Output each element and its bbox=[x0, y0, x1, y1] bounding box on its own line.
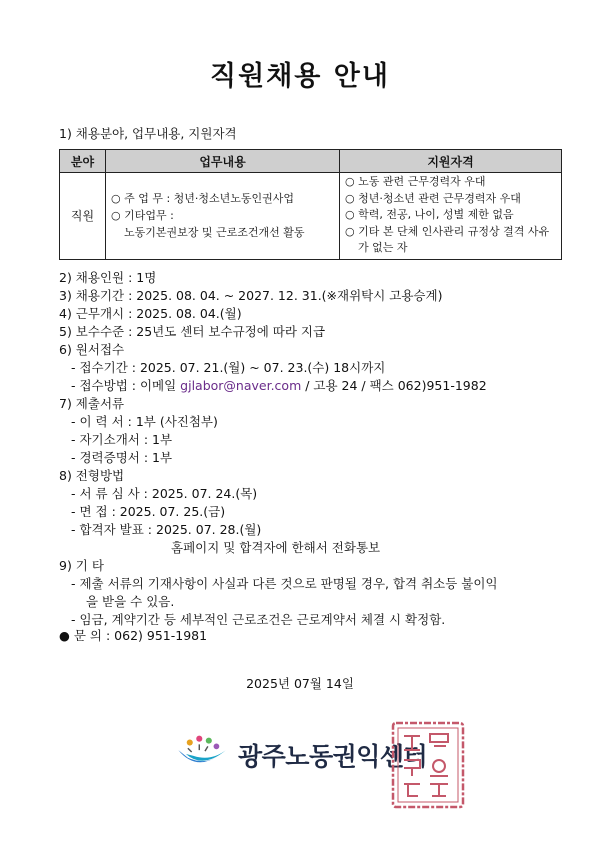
qualification-line: ○ 학력, 전공, 나이, 성별 제한 없음 bbox=[345, 208, 514, 221]
salary: 5) 보수수준 : 25년도 센터 보수규정에 따라 지급 bbox=[59, 324, 326, 339]
doc-career: - 경력증명서 : 1부 bbox=[71, 450, 173, 465]
duty-line: 노동기본권보장 및 근로조건개선 활동 bbox=[124, 226, 305, 240]
category-cell: 직원 bbox=[60, 173, 106, 260]
contact-info: ● 문 의 : 062) 951-1981 bbox=[59, 628, 208, 643]
notice-date: 2025년 07월 14일 bbox=[246, 676, 354, 691]
header-duties: 업무내용 bbox=[106, 150, 340, 173]
table-row bbox=[60, 173, 562, 260]
screening-heading: 8) 전형방법 bbox=[59, 468, 125, 483]
duty-line: ○ 기타업무 : bbox=[111, 209, 174, 223]
screen-interview: - 면 접 : 2025. 07. 25.(금) bbox=[71, 504, 226, 519]
application-period: - 접수기간 : 2025. 07. 21.(월) ~ 07. 23.(수) 18시까지 bbox=[71, 360, 386, 375]
employment-period: 3) 채용기간 : 2025. 08. 04. ~ 2027. 12. 31.(※재위탁시 고용승계) bbox=[59, 288, 443, 303]
recruitment-table bbox=[59, 149, 562, 260]
duty-line: ○ 주 업 무 : 청년·청소년노동인권사업 bbox=[111, 192, 295, 206]
screen-documents: - 서 류 심 사 : 2025. 07. 24.(목) bbox=[71, 486, 258, 501]
email-link[interactable]: gjlabor@naver.com bbox=[180, 378, 302, 393]
doc-resume: - 이 력 서 : 1부 (사진첨부) bbox=[71, 414, 218, 429]
page-title: 직원채용 안내 bbox=[210, 61, 390, 92]
etc-heading: 9) 기 타 bbox=[59, 558, 104, 573]
announcement-note: 홈페이지 및 합격자에 한해서 전화통보 bbox=[171, 540, 381, 555]
header-category: 분야 bbox=[60, 150, 106, 173]
section-1-heading: 1) 채용분야, 업무내용, 지원자격 bbox=[59, 126, 237, 141]
qualifications-cell bbox=[340, 173, 562, 260]
table-header-row bbox=[60, 150, 562, 173]
application-method-prefix: - 접수방법 : 이메일 bbox=[71, 378, 177, 393]
organization-name: 광주노동권익센터 bbox=[238, 742, 428, 771]
qualification-line: 가 없는 자 bbox=[358, 241, 408, 254]
documents-heading: 7) 제출서류 bbox=[59, 396, 125, 411]
organization-logo-icon bbox=[175, 733, 235, 773]
start-date: 4) 근무개시 : 2025. 08. 04.(월) bbox=[59, 306, 242, 321]
etc-note-1: - 제출 서류의 기재사항이 사실과 다른 것으로 판명될 경우, 합격 취소등 불이익 bbox=[71, 576, 498, 591]
application-method bbox=[71, 376, 487, 394]
screen-announcement: - 합격자 발표 : 2025. 07. 28.(월) bbox=[71, 522, 262, 537]
etc-note-2: - 임금, 계약기간 등 세부적인 근로조건은 근로계약서 체결 시 확정함. bbox=[71, 612, 446, 627]
qualification-line: ○ 기타 본 단체 인사관리 규정상 결격 사유 bbox=[345, 224, 550, 238]
application-method-suffix: / 고용 24 / 팩스 062)951-1982 bbox=[305, 378, 487, 393]
official-seal-icon bbox=[390, 720, 466, 810]
header-qualifications: 지원자격 bbox=[340, 150, 562, 173]
etc-note-1-cont: 을 받을 수 있음. bbox=[86, 594, 175, 609]
qualification-line: ○ 노동 관련 근무경력자 우대 bbox=[345, 175, 486, 188]
doc-intro: - 자기소개서 : 1부 bbox=[71, 432, 173, 447]
duties-cell bbox=[106, 173, 340, 260]
qualification-line: ○ 청년·청소년 관련 근무경력자 우대 bbox=[345, 191, 521, 205]
application-heading: 6) 원서접수 bbox=[59, 342, 125, 357]
recruit-count: 2) 채용인원 : 1명 bbox=[59, 270, 157, 285]
